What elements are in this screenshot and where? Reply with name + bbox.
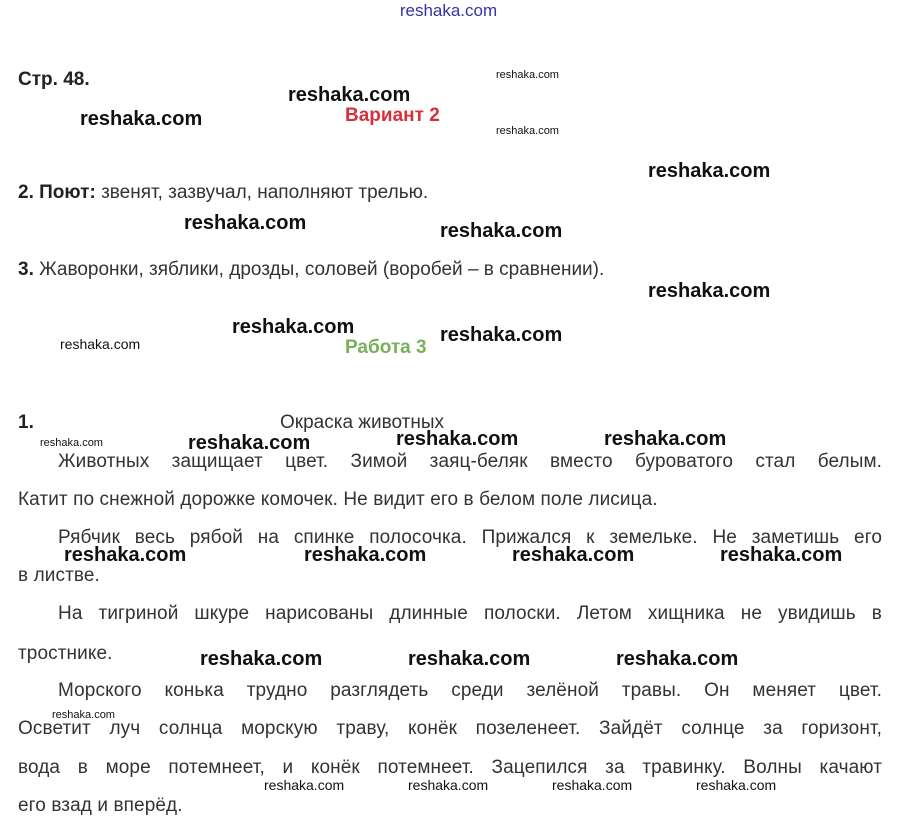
watermark: reshaka.com — [64, 544, 187, 566]
answer-3 — [18, 259, 604, 281]
watermark: reshaka.com — [304, 544, 427, 566]
watermark: reshaka.com — [720, 544, 843, 566]
watermark: reshaka.com — [80, 108, 203, 130]
watermark: reshaka.com — [648, 160, 771, 182]
watermark: reshaka.com — [408, 777, 489, 793]
story-line: Осветит луч солнца морскую траву, конёк позеленеет. Зайдёт солнце за горизонт, — [18, 718, 882, 739]
watermark: reshaka.com — [396, 428, 519, 450]
answer-2-text: звенят, зазвучал, наполняют трелью. — [101, 182, 429, 203]
variant-title: Вариант 2 — [345, 105, 440, 126]
watermark: reshaka.com — [696, 777, 777, 793]
watermark: reshaka.com — [408, 648, 531, 670]
watermark: reshaka.com — [188, 432, 311, 454]
watermark: reshaka.com — [60, 336, 141, 352]
watermark: reshaka.com — [440, 324, 563, 346]
watermark: reshaka.com — [552, 777, 633, 793]
exercise-number: 1. — [18, 412, 34, 433]
story-line: Морского конька трудно разглядеть среди зелёной травы. Он меняет цвет. — [58, 680, 882, 701]
watermark: reshaka.com — [184, 212, 307, 234]
answer-2 — [18, 182, 428, 204]
story-line: Катит по снежной дорожке комочек. Не видит его в белом поле лисица. — [18, 489, 658, 510]
watermark: reshaka.com — [288, 84, 411, 106]
watermark: reshaka.com — [496, 69, 559, 81]
watermark: reshaka.com — [604, 428, 727, 450]
answer-3-text: Жаворонки, зяблики, дрозды, соловей (воробей – в сравнении). — [39, 259, 605, 280]
answer-3-number: 3. — [18, 259, 34, 280]
site-header-link[interactable]: reshaka.com — [399, 1, 498, 20]
watermark: reshaka.com — [440, 220, 563, 242]
story-line: Животных защищает цвет. Зимой заяц-беляк вместо буроватого стал белым. — [58, 451, 882, 472]
watermark: reshaka.com — [648, 280, 771, 302]
watermark: reshaka.com — [40, 437, 103, 449]
watermark: reshaka.com — [496, 125, 559, 137]
story-line: На тигриной шкуре нарисованы длинные полоски. Летом хищника не увидишь в — [58, 603, 882, 624]
story-line: вода в море потемнеет, и конёк потемнеет. Зацепился за травинку. Волны качают — [18, 757, 882, 778]
story-line: его взад и вперёд. — [18, 795, 183, 816]
work-title: Работа 3 — [345, 337, 427, 358]
story-line: тростнике. — [18, 643, 113, 664]
story-title: Окраска животных — [280, 412, 445, 433]
watermark: reshaka.com — [264, 777, 345, 793]
story-line: в листве. — [18, 565, 100, 586]
answer-2-label: Поют: — [39, 182, 96, 203]
story-line: Рябчик весь рябой на спинке полосочка. Прижался к земельке. Не заметишь его — [58, 527, 882, 548]
watermark: reshaka.com — [52, 709, 115, 721]
page-reference: Стр. 48. — [18, 69, 90, 90]
watermark: reshaka.com — [200, 648, 323, 670]
watermark: reshaka.com — [232, 316, 355, 338]
watermark: reshaka.com — [512, 544, 635, 566]
watermark: reshaka.com — [616, 648, 739, 670]
answer-2-number: 2. — [18, 182, 34, 203]
